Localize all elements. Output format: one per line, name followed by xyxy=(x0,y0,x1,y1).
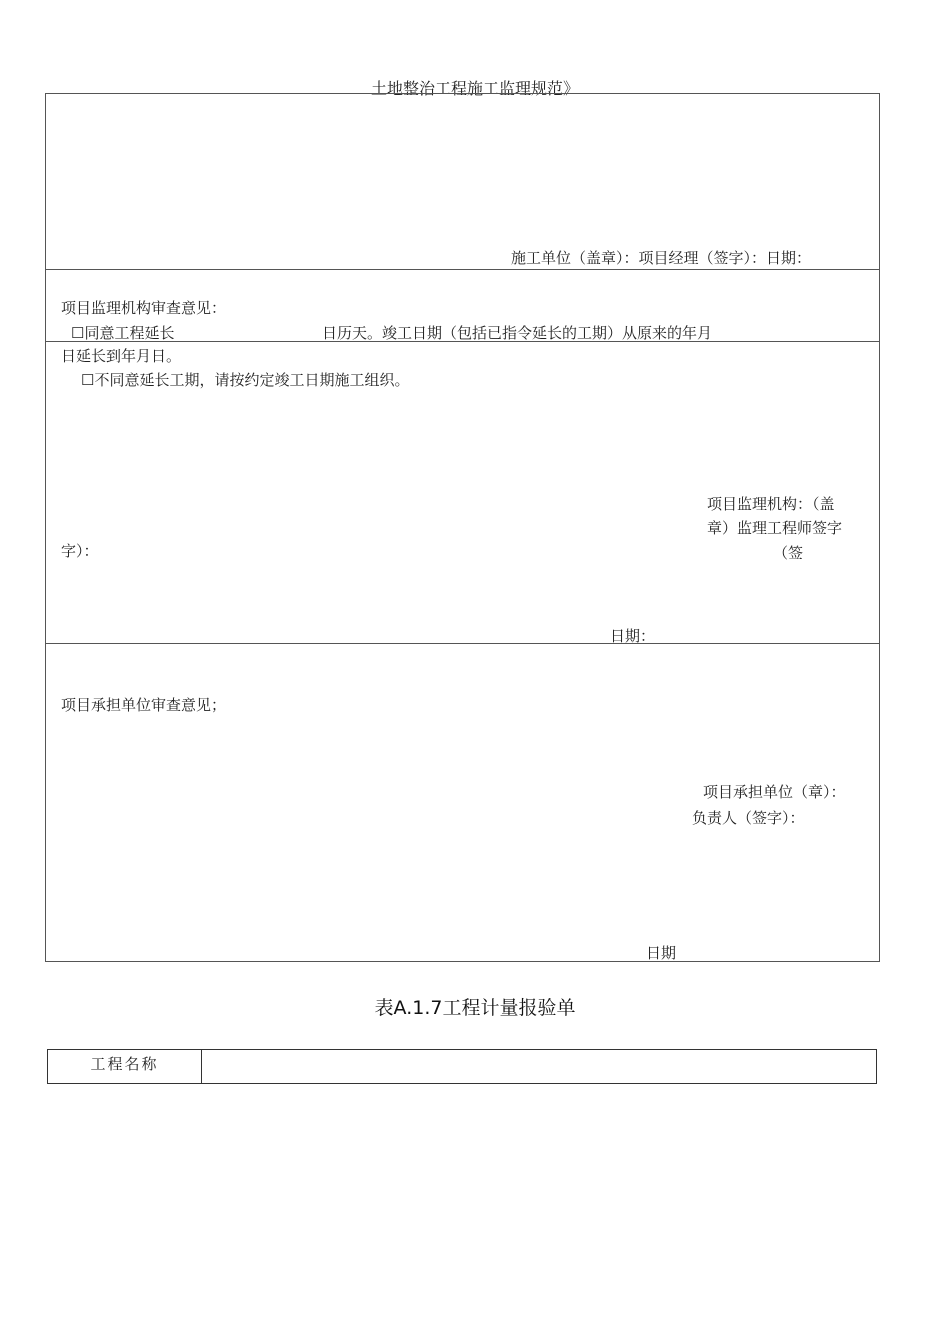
supervision-org-seal-line1: 项目监理机构：（盖 xyxy=(707,495,835,513)
next-form-title: 表A.1.7工程计量报验单 xyxy=(374,997,576,1019)
owner-opinion-label: 项目承担单位审查意见； xyxy=(61,696,227,714)
document-header-title: 土地整治工程施工监理规范》 xyxy=(370,79,579,98)
supervision-date-label: 日期： xyxy=(610,627,656,645)
row-divider xyxy=(45,643,880,644)
supervision-org-seal-line4: 字）： xyxy=(61,542,99,560)
supervision-org-seal-line3: （签 xyxy=(773,544,804,562)
owner-person-sign: 负责人（签字）： xyxy=(692,809,805,827)
contractor-signature-line: 施工单位（盖章）：项目经理（签字）：日期： xyxy=(511,249,812,267)
agree-extension-checkbox[interactable]: ☐同意工程延长 xyxy=(71,324,175,342)
agree-extension-text-continued: 日延长到年月日。 xyxy=(61,347,182,365)
project-name-table xyxy=(47,1049,877,1084)
agree-extension-text: 日历天。竣工日期（包括已指令延长的工期）从原来的年月 xyxy=(322,324,713,342)
owner-date-label: 日期 xyxy=(646,944,677,962)
supervision-opinion-label: 项目监理机构审查意见： xyxy=(61,299,227,317)
disagree-extension-checkbox[interactable]: ☐不同意延长工期，请按约定竣工日期施工组织。 xyxy=(81,371,410,389)
row-divider xyxy=(45,269,880,270)
supervision-org-seal-line2: 章）监理工程师签字 xyxy=(707,519,843,537)
project-name-label: 工程名称 xyxy=(90,1055,159,1073)
column-divider xyxy=(201,1050,202,1083)
owner-unit-seal: 项目承担单位（章）： xyxy=(703,783,846,801)
